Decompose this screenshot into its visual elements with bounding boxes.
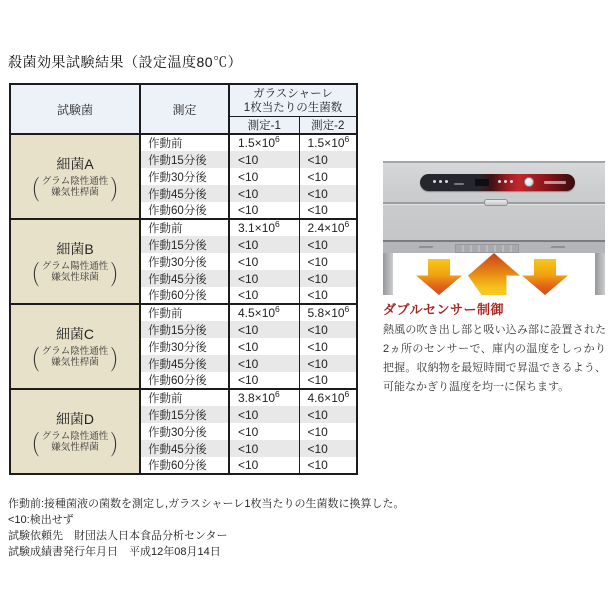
measure2-value xyxy=(299,372,357,389)
measure1-value xyxy=(229,372,299,389)
footnote-line: 試験依頼先 財団法人日本食品分析センター xyxy=(8,530,228,542)
value-base: <10 xyxy=(307,169,328,184)
measure2-value xyxy=(299,253,357,270)
bacteria-name-cell xyxy=(10,389,140,474)
footnotes xyxy=(8,496,404,560)
classification-line2: 嫌気性桿菌 xyxy=(51,187,99,198)
value-base: <10 xyxy=(238,424,259,439)
bacteria-classification-lines xyxy=(40,261,110,283)
measure2-value xyxy=(299,287,357,304)
value-base: <10 xyxy=(307,339,328,354)
open-paren: （ xyxy=(22,175,40,205)
measurement-time-label: 作動30分後 xyxy=(140,253,229,270)
hot-air-down-arrow-icon xyxy=(522,259,568,295)
value-base: <10 xyxy=(238,458,259,472)
measure1-value xyxy=(229,253,299,270)
classification-line1: グラム陰性通性 xyxy=(41,346,109,357)
indicator-light-icon xyxy=(433,180,436,183)
bacteria-classification xyxy=(11,260,139,290)
measure1-value xyxy=(229,287,299,304)
bacteria-classification-lines xyxy=(40,431,110,453)
measure1-value xyxy=(229,304,299,321)
bacteria-name: 細菌D xyxy=(55,410,95,427)
value-exponent: 6 xyxy=(344,304,350,314)
measurement-time-label: 作動15分後 xyxy=(140,151,229,168)
footnote-line: <10:検出せず xyxy=(8,514,74,526)
value-exponent: 6 xyxy=(275,219,280,229)
bacteria-name-cell xyxy=(10,219,140,304)
value-base: 1.5×10 xyxy=(307,136,345,150)
value-base: <10 xyxy=(238,407,259,422)
measure1-value xyxy=(229,151,299,168)
measure2-value xyxy=(299,321,357,338)
value-base: 4.5×10 xyxy=(238,306,276,320)
vent-mark-icon xyxy=(550,246,565,248)
measure2-value xyxy=(299,304,357,321)
classification-line2: 嫌気性桿菌 xyxy=(51,357,99,368)
control-panel xyxy=(420,174,575,191)
measure2-value xyxy=(299,423,357,440)
close-paren: ） xyxy=(110,175,128,205)
value-exponent: 6 xyxy=(344,134,350,144)
classification-line2: 嫌気性球菌 xyxy=(51,272,99,283)
measurement-time-label: 作動前 xyxy=(140,389,229,406)
open-paren: （ xyxy=(22,260,40,290)
measure2-value xyxy=(299,338,357,355)
value-exponent: 6 xyxy=(275,389,280,399)
measurement-time-label: 作動30分後 xyxy=(140,168,229,185)
value-base: <10 xyxy=(307,424,328,439)
value-exponent: 6 xyxy=(344,219,350,229)
measure1-value xyxy=(229,457,299,474)
value-exponent: 6 xyxy=(275,134,280,144)
indicator-light-icon xyxy=(498,180,501,183)
value-base: <10 xyxy=(238,441,259,456)
value-base: <10 xyxy=(307,203,328,217)
classification-line1: グラム陽性通性 xyxy=(41,261,109,272)
measurement-time-label: 作動30分後 xyxy=(140,423,229,440)
value-base: <10 xyxy=(307,458,328,472)
indicator-light-icon xyxy=(445,180,448,183)
value-base: <10 xyxy=(238,288,259,302)
measurement-time-label: 作動60分後 xyxy=(140,202,229,219)
measurement-time-label: 作動前 xyxy=(140,134,229,151)
value-base: <10 xyxy=(238,169,259,184)
power-button-icon xyxy=(524,177,534,187)
value-base: 3.1×10 xyxy=(238,221,276,235)
bacteria-classification xyxy=(11,175,139,205)
page-title: 殺菌効果試験結果（設定温度80℃） xyxy=(8,54,243,70)
measure2-value xyxy=(299,185,357,202)
measure2-value xyxy=(299,457,357,474)
value-base: <10 xyxy=(238,339,259,354)
value-base: 2.4×10 xyxy=(307,221,345,235)
indicator-light-icon xyxy=(510,180,513,183)
footnote-line: 作動前:接種菌液の菌数を測定し,ガラスシャーレ1枚当たりの生菌数に換算した。 xyxy=(8,498,405,510)
measurement-time-label: 作動45分後 xyxy=(140,270,229,287)
blower-vent-icon xyxy=(455,244,519,253)
measure1-value xyxy=(229,355,299,372)
value-exponent: 6 xyxy=(275,304,280,314)
close-paren: ） xyxy=(110,345,128,375)
bacteria-name: 細菌A xyxy=(56,155,94,172)
close-paren: ） xyxy=(110,430,128,460)
bacteria-name: 細菌B xyxy=(56,240,94,257)
cabinet-front xyxy=(383,161,605,240)
measure2-value xyxy=(299,202,357,219)
measure1-value xyxy=(229,423,299,440)
hot-air-down-arrow-icon xyxy=(416,259,462,295)
measurement-time-label: 作動60分後 xyxy=(140,457,229,474)
bacteria-classification-lines xyxy=(40,346,110,368)
measurement-time-label: 作動45分後 xyxy=(140,185,229,202)
value-base: <10 xyxy=(307,407,328,422)
bacteria-name-cell xyxy=(10,304,140,389)
measure1-value xyxy=(229,236,299,253)
brand-text-icon xyxy=(544,181,566,184)
value-base: <10 xyxy=(238,152,259,167)
hot-air-up-arrow-icon xyxy=(468,253,520,295)
table-header xyxy=(10,84,357,134)
header-viable-count-line2: 1枚当たりの生菌数 xyxy=(243,102,343,115)
value-base: <10 xyxy=(307,152,328,167)
measure2-value xyxy=(299,406,357,423)
header-test-bacteria: 試験菌 xyxy=(10,84,140,134)
close-paren: ） xyxy=(110,260,128,290)
measurement-time-label: 作動45分後 xyxy=(140,440,229,457)
measure1-value xyxy=(229,202,299,219)
bacteria-name: 細菌C xyxy=(55,325,95,342)
open-paren: （ xyxy=(22,345,40,375)
door-handle-icon xyxy=(484,199,508,206)
sterilization-results-table xyxy=(9,83,358,475)
measurement-time-label: 作動45分後 xyxy=(140,355,229,372)
classification-line2: 嫌気性桿菌 xyxy=(51,442,99,453)
value-base: <10 xyxy=(307,441,328,456)
value-exponent: 6 xyxy=(344,389,350,399)
value-base: <10 xyxy=(307,186,328,201)
value-base: <10 xyxy=(307,356,328,371)
measure1-value xyxy=(229,389,299,406)
value-base: <10 xyxy=(307,288,328,302)
cabinet-underside xyxy=(383,240,605,253)
measure2-value xyxy=(299,236,357,253)
header-measurement: 測定 xyxy=(140,84,229,134)
bacteria-classification-lines xyxy=(40,176,110,198)
measure1-value xyxy=(229,406,299,423)
header-measure-1: 測定-1 xyxy=(229,116,299,134)
measurement-time-label: 作動15分後 xyxy=(140,321,229,338)
measure1-value xyxy=(229,321,299,338)
measure2-value xyxy=(299,134,357,151)
header-viable-count xyxy=(229,84,357,116)
measurement-time-label: 作動前 xyxy=(140,219,229,236)
header-measure-2: 測定-2 xyxy=(299,116,357,134)
value-base: <10 xyxy=(238,271,259,286)
value-base: <10 xyxy=(238,237,259,252)
value-base: <10 xyxy=(238,356,259,371)
value-base: 1.5×10 xyxy=(238,136,276,150)
measurement-time-label: 作動30分後 xyxy=(140,338,229,355)
classification-line1: グラム陰性通性 xyxy=(41,176,109,187)
value-base: <10 xyxy=(307,373,328,387)
footnote-line: 試験成績書発行年月日 平成12年08月14日 xyxy=(8,546,221,558)
table-row xyxy=(10,304,357,321)
measure1-value xyxy=(229,219,299,236)
measure2-value xyxy=(299,440,357,457)
cabinet-leg xyxy=(383,253,393,295)
measure1-value xyxy=(229,134,299,151)
value-base: <10 xyxy=(238,203,259,217)
measure2-value xyxy=(299,355,357,372)
bacteria-name-cell xyxy=(10,134,140,219)
measurement-time-label: 作動15分後 xyxy=(140,406,229,423)
value-base: 4.6×10 xyxy=(307,391,345,405)
measure2-value xyxy=(299,219,357,236)
cabinet-leg xyxy=(595,253,605,295)
appliance-photo xyxy=(383,161,605,295)
open-paren: （ xyxy=(22,430,40,460)
table-row xyxy=(10,219,357,236)
value-base: <10 xyxy=(238,373,259,387)
value-base: <10 xyxy=(238,186,259,201)
measure1-value xyxy=(229,440,299,457)
value-base: 5.8×10 xyxy=(307,306,345,320)
measure2-value xyxy=(299,270,357,287)
measure1-value xyxy=(229,168,299,185)
bacteria-classification xyxy=(11,345,139,375)
measure1-value xyxy=(229,338,299,355)
indicator-light-icon xyxy=(439,180,442,183)
results-table-body xyxy=(10,134,357,474)
value-base: <10 xyxy=(307,237,328,252)
indicator-light-icon xyxy=(504,180,507,183)
panel-label-icon xyxy=(454,183,464,185)
vent-mark-icon xyxy=(418,246,433,248)
measure1-value xyxy=(229,185,299,202)
measurement-time-label: 作動15分後 xyxy=(140,236,229,253)
value-base: <10 xyxy=(238,254,259,269)
header-viable-count-line1: ガラスシャーレ xyxy=(253,88,333,101)
measurement-time-label: 作動前 xyxy=(140,304,229,321)
measurement-time-label: 作動60分後 xyxy=(140,372,229,389)
bacteria-classification xyxy=(11,430,139,460)
value-base: <10 xyxy=(307,254,328,269)
measure2-value xyxy=(299,168,357,185)
value-base: 3.8×10 xyxy=(238,391,276,405)
measure1-value xyxy=(229,270,299,287)
double-sensor-heading: ダブルセンサー制御 xyxy=(383,302,504,317)
measurement-time-label: 作動60分後 xyxy=(140,287,229,304)
measure2-value xyxy=(299,389,357,406)
classification-line1: グラム陰性通性 xyxy=(41,431,109,442)
double-sensor-description: 熱風の吹き出し部と吸い込み部に設置された2ヵ所のセンサーで、庫内の温度をしっかり把握。収納物を最短時間で昇温できるよう、可能なかぎり温度を均一に保ちます。 xyxy=(383,324,606,393)
table-row xyxy=(10,389,357,406)
measure2-value xyxy=(299,151,357,168)
value-base: <10 xyxy=(238,322,259,337)
value-base: <10 xyxy=(307,322,328,337)
value-base: <10 xyxy=(307,271,328,286)
temperature-display-icon xyxy=(475,179,489,186)
table-row xyxy=(10,134,357,151)
